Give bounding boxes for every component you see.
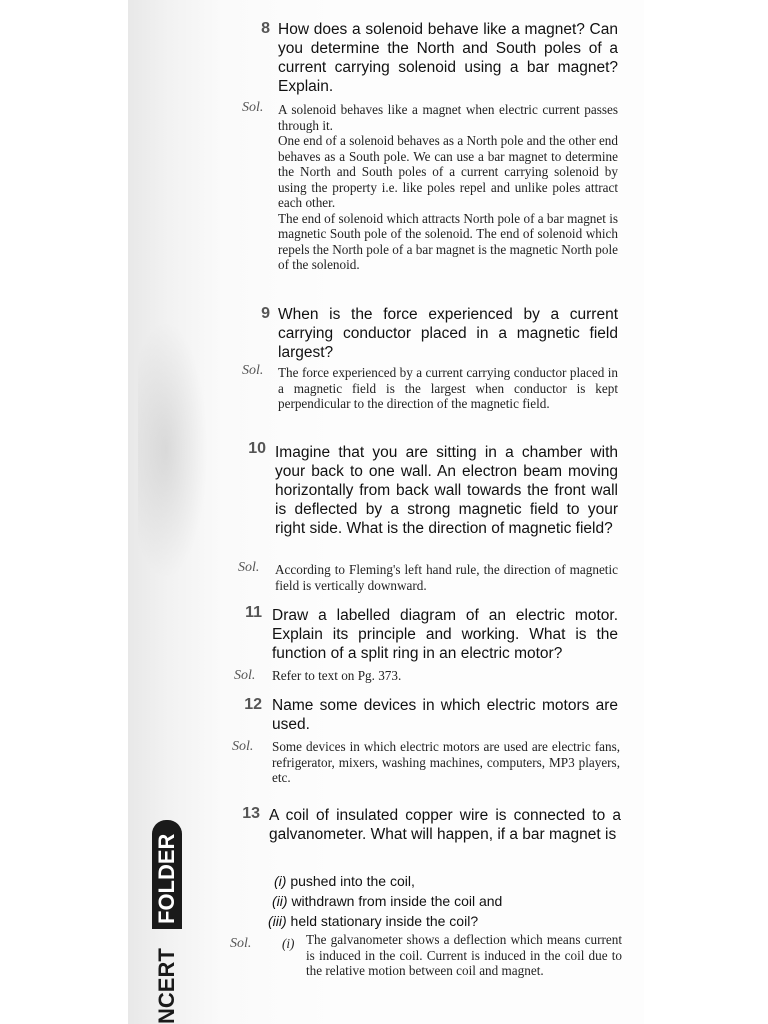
- question-number-11: 11: [245, 604, 262, 621]
- question-number-12: 12: [244, 696, 262, 713]
- solution-paragraph: Refer to text on Pg. 373.: [272, 668, 402, 683]
- sub-item-2: [272, 892, 502, 910]
- question-text-8: How does a solenoid behave like a magnet? Can you determine the North and South poles of a current carrying solenoid using a bar magnet? Explain.: [278, 21, 618, 95]
- ncert-folder-tab: [148, 820, 186, 1024]
- sub-item-3: [268, 912, 478, 930]
- question-number-10: 10: [248, 440, 266, 457]
- solution-label-9: Sol.: [242, 363, 264, 378]
- question-text-13: A coil of insulated copper wire is connected to a galvanometer. What will happen, if a bar magnet is: [269, 807, 621, 843]
- solution-paragraph: Some devices in which electric motors are used are electric fans, refrigerator, mixers, washing machines, computers, MP3 players, etc.: [272, 739, 620, 785]
- question-number-9: 9: [261, 305, 270, 322]
- sub-item-text: pushed into the coil,: [290, 873, 415, 889]
- solution-text-8: [278, 102, 618, 273]
- solution-paragraph: The force experienced by a current carrying conductor placed in a magnetic field is the largest when conductor is kept perpendicular to the direction of the magnetic field.: [278, 365, 618, 411]
- question-text-11: Draw a labelled diagram of an electric motor. Explain its principle and working. What is the function of a split ring in an electric motor?: [272, 607, 618, 662]
- sub-item-text: held stationary inside the coil?: [290, 913, 479, 929]
- solution-label-12: Sol.: [232, 739, 254, 754]
- solution-label-8: Sol.: [242, 100, 264, 115]
- sub-item-roman: (ii): [272, 893, 288, 909]
- solution-paragraph: The end of solenoid which attracts North pole of a bar magnet is magnetic South pole of the solenoid. The end of solenoid which repels the North pole of a bar magnet is the magnetic North pole of the solenoid.: [278, 210, 618, 272]
- sub-item-roman: (i): [274, 873, 287, 889]
- question-text-12: Name some devices in which electric motors are used.: [272, 697, 618, 733]
- ncert-label-text: NCERT: [154, 948, 179, 1024]
- solution-paragraph: The galvanometer shows a deflection which means current is induced in the coil. Current is induced in the coil due to the relative motion between coil and magnet.: [306, 932, 622, 978]
- solution-text-11: [272, 668, 618, 684]
- question-text-10: Imagine that you are sitting in a chamber with your back to one wall. An electron beam moving horizontally from back wall towards the front wall is deflected by a strong magnetic field to your right side. What is the direction of magnetic field?: [275, 444, 618, 537]
- solution-text-12: [272, 739, 620, 786]
- sub-item-roman: (iii): [268, 913, 287, 929]
- sub-item-1: [274, 872, 415, 890]
- solution-label-10: Sol.: [238, 560, 260, 575]
- solution-paragraph: According to Fleming's left hand rule, the direction of magnetic field is vertically downward.: [275, 562, 618, 593]
- solution-label-13: Sol.: [230, 936, 252, 951]
- solution-text-9: [278, 365, 618, 412]
- question-text-9: When is the force experienced by a current carrying conductor placed in a magnetic field largest?: [278, 306, 618, 361]
- solution-label-11: Sol.: [234, 668, 256, 683]
- solution-text-13: [306, 932, 622, 979]
- folder-label-text: FOLDER: [154, 833, 179, 924]
- question-number-13: 13: [242, 805, 260, 822]
- solution-text-10: [275, 562, 618, 593]
- ncert-folder-tab-graphic: [148, 820, 186, 1024]
- sub-item-text: withdrawn from inside the coil and: [291, 893, 503, 909]
- solution-paragraph: A solenoid behaves like a magnet when electric current passes through it.: [278, 102, 618, 133]
- question-number-8: 8: [261, 20, 270, 37]
- solution-paragraph: One end of a solenoid behaves as a North pole and the other end behaves as a South pole. We can use a bar magnet to determine the North and South poles of a current carrying solenoid by using the property i.e. like poles repel and unlike poles attract each other.: [278, 133, 618, 210]
- solution-roman-13: (i): [282, 936, 295, 951]
